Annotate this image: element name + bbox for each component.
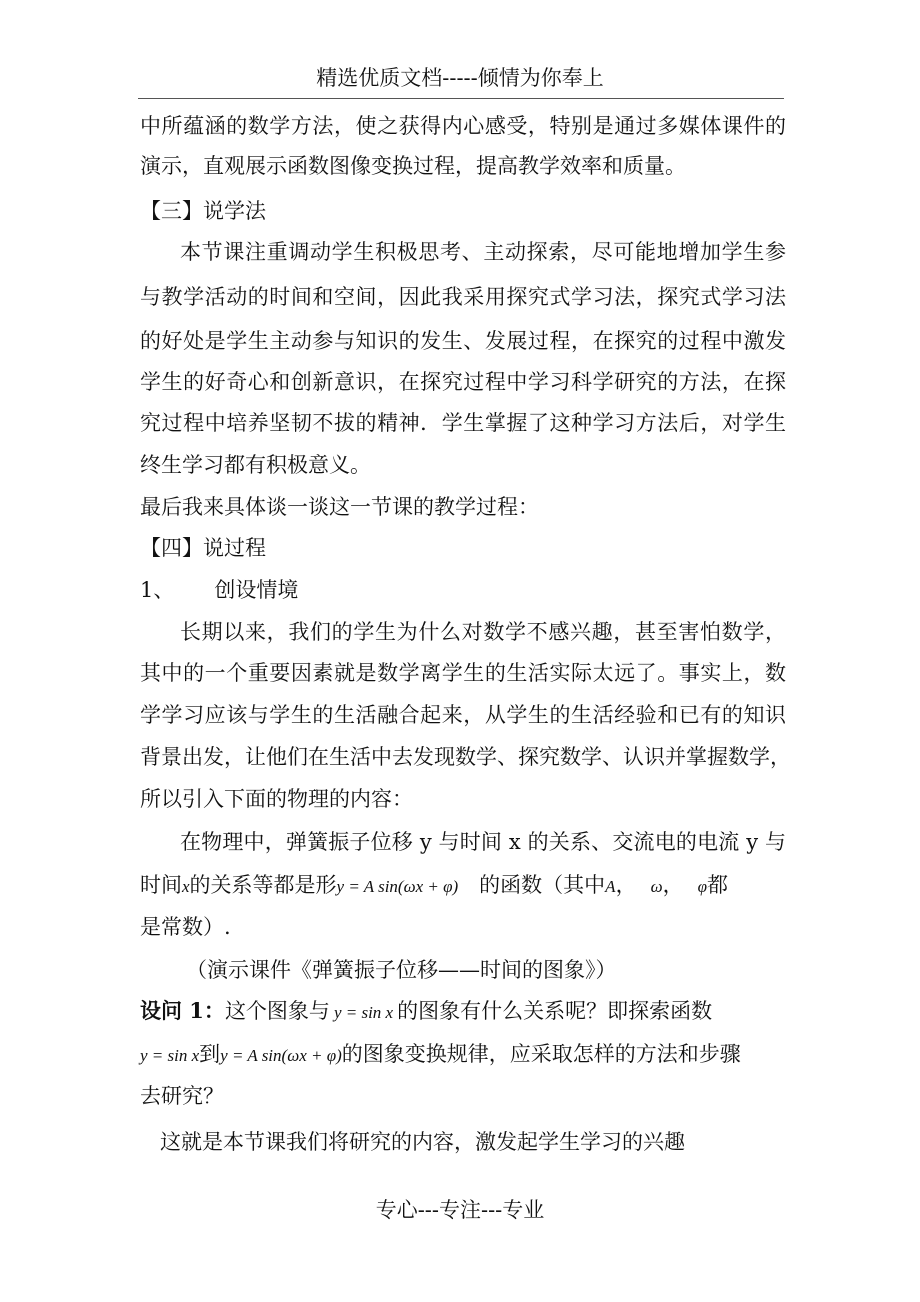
body-line: 本节课注重调动学生积极思考、主动探索，尽可能地增加学生参 <box>180 240 786 264</box>
question-label: 设问 1： <box>140 998 225 1023</box>
body-line: 这就是本节课我们将研究的内容，激发起学生学习的兴趣 <box>160 1130 685 1154</box>
demo-note: （演示课件《弹簧振子位移——时间的图象》） <box>186 958 617 982</box>
math-var-A: A <box>605 877 616 896</box>
body-line: 所以引入下面的物理的内容： <box>140 787 413 811</box>
formula-line: y = sin x到y = A sin(ωx + φ)的图象变换规律，应采取怎样的方法和步骤 <box>140 1042 741 1066</box>
section-heading-xuefa: 【三】说学法 <box>140 199 266 223</box>
formula-sine: y = sin x <box>333 1003 394 1022</box>
body-line: 其中的一个重要因素就是数学离学生的生活实际太远了。事实上，数 <box>140 661 786 685</box>
math-var-omega: ω <box>650 877 663 896</box>
body-line: 学生的好奇心和创新意识，在探究过程中学习科学研究的方法，在探 <box>140 370 786 394</box>
header-divider <box>138 98 784 99</box>
body-line: 终生学习都有积极意义。 <box>140 453 371 477</box>
item-title: 创设情境 <box>214 578 299 602</box>
body-line: 与教学活动的时间和空间，因此我采用探究式学习法，探究式学习法 <box>140 285 786 309</box>
item-number: 1、 <box>140 578 175 602</box>
body-line: 背景出发，让他们在生活中去发现数学、探究数学、认识并掌握数学， <box>140 745 791 769</box>
formula-general-sine: y = A sin(ωx + φ) <box>336 877 459 896</box>
formula-line: 时间x的关系等都是形y = A sin(ωx + φ) 的函数（其中A， ω， φ都 <box>140 873 728 897</box>
body-line: 演示，直观展示函数图像变换过程，提高教学效率和质量。 <box>140 154 686 178</box>
body-line: 究过程中培养坚韧不拔的精神．学生掌握了这种学习方法后，对学生 <box>140 411 786 435</box>
question-line: 设问 1：这个图象与 y = sin x 的图象有什么关系呢？即探索函数 <box>140 998 713 1023</box>
body-line: 的好处是学生主动参与知识的发生、发展过程，在探究的过程中激发 <box>140 329 786 353</box>
page-header: 精选优质文档-----倾情为你奉上 <box>316 66 604 90</box>
body-line: 最后我来具体谈一谈这一节课的教学过程： <box>140 495 539 519</box>
math-var-phi: φ <box>697 877 707 896</box>
math-var-x: x <box>182 877 190 896</box>
body-line: 长期以来，我们的学生为什么对数学不感兴趣，甚至害怕数学， <box>180 620 786 644</box>
body-line: 学学习应该与学生的生活融合起来，从学生的生活经验和已有的知识 <box>140 703 786 727</box>
body-line: 去研究？ <box>140 1084 224 1108</box>
formula-sine: y = sin x <box>140 1046 200 1065</box>
section-heading-guocheng: 【四】说过程 <box>140 536 266 560</box>
formula-general-sine: y = A sin(ωx + φ) <box>220 1046 342 1065</box>
body-line: 是常数）. <box>140 915 231 939</box>
page-footer: 专心---专注---专业 <box>375 1198 545 1222</box>
body-line: 在物理中，弹簧振子位移 y 与时间 x 的关系、交流电的电流 y 与 <box>180 830 786 854</box>
body-line: 中所蕴涵的数学方法，使之获得内心感受，特别是通过多媒体课件的 <box>140 114 786 138</box>
numbered-item <box>140 575 298 605</box>
